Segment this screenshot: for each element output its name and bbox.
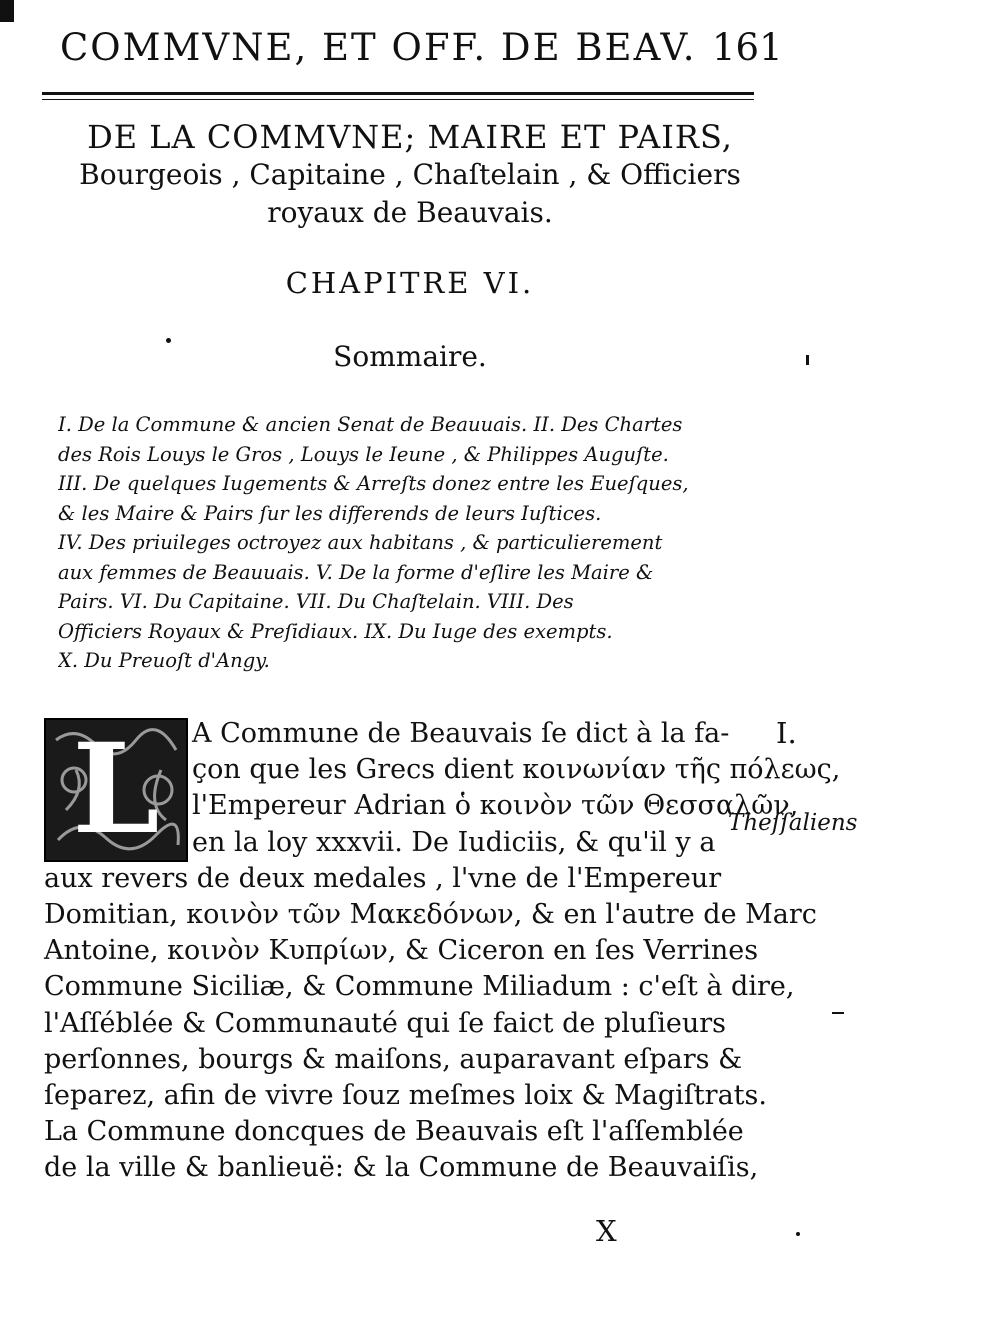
ink-speck xyxy=(832,1012,844,1014)
margin-numeral: I. xyxy=(776,716,797,750)
body-line: aux revers de deux medales , l'vne de l'Empereur xyxy=(44,862,722,894)
ink-speck xyxy=(806,355,809,365)
summary-line: X. Du Preuoſt d'Angy. xyxy=(58,649,270,672)
chapter-number: CHAPITRE VI. xyxy=(285,266,535,300)
body-line: ſeparez, afin de vivre ſouz meſmes loix & Magiſtrats. xyxy=(44,1080,767,1112)
chapter-heading-line-1: DE LA COMMVNE; MAIRE ET PAIRS, xyxy=(87,118,733,156)
sommaire-title: Sommaire. xyxy=(333,340,487,373)
body-line: perſonnes, bourgs & maiſons, auparavant eſpars & xyxy=(44,1043,743,1075)
body-line: l'Aſſéblée & Communauté qui ſe faict de pluſieurs xyxy=(44,1007,727,1039)
page-number: 161 xyxy=(712,26,783,69)
body-line: Domitian, κοινὸν τῶν Μακεδόνων, & en l'autre de Marc xyxy=(44,899,817,931)
summary-line: Pairs. VI. Du Capitaine. VII. Du Chaſtelain. VIII. Des xyxy=(58,590,574,613)
header-rule xyxy=(42,92,754,95)
body-line: Commune Siciliæ, & Commune Miliadum : c'eſt à dire, xyxy=(44,971,795,1003)
body-line: Antoine, κοινὸν Κυπρίων, & Ciceron en ſes Verrines xyxy=(44,935,759,967)
summary-line: des Rois Louys le Gros , Louys le Ieune , & Philippes Auguſte. xyxy=(58,442,669,466)
body-line: en la loy xxxvii. De Iudiciis, & qu'il y a xyxy=(192,826,716,858)
summary-line: aux femmes de Beauuais. V. De la forme d'eſlire les Maire & xyxy=(58,560,654,584)
chapter-heading-line-2: Bourgeois , Capitaine , Chaſtelain , & Officiers xyxy=(79,158,741,191)
summary-line: & les Maire & Pairs ſur les differends de leurs Iuſtices. xyxy=(58,501,602,525)
chapter-heading-line-3: royaux de Beauvais. xyxy=(267,196,553,229)
ink-speck xyxy=(796,1232,800,1236)
body-line: de la ville & banlieuë: & la Commune de Beauvaiſis, xyxy=(44,1152,759,1184)
summary-line: IV. Des priuileges octroyez aux habitans , & particulierement xyxy=(58,531,663,554)
body-line: A Commune de Beauvais ſe dict à la fa- xyxy=(192,718,730,749)
scan-edge-mark xyxy=(0,0,14,22)
handwritten-annotation: Theſſaliens xyxy=(728,810,858,836)
catchword: X xyxy=(596,1214,617,1248)
summary-line: I. De la Commune & ancien Senat de Beauuais. II. Des Chartes xyxy=(58,413,683,436)
summary-line: Officiers Royaux & Preſidiaux. IX. Du Iuge des exempts. xyxy=(58,619,613,643)
summary-line: III. De quelques Iugements & Arreſts donez entre les Eueſques, xyxy=(58,472,689,495)
header-rule-thin xyxy=(42,99,754,100)
body-line: La Commune doncques de Beauvais eſt l'aſſemblée xyxy=(44,1116,744,1148)
body-line: çon que les Grecs dient κοινωνίαν τῆς πόλεως, xyxy=(192,754,841,786)
summary-block xyxy=(58,410,734,676)
ink-speck xyxy=(166,338,171,343)
body-line: l'Empereur Adrian ὁ κοινὸν τῶν Θεσσαλῶν, xyxy=(192,790,799,822)
drop-cap-letter: L xyxy=(72,717,160,862)
running-title: COMMVNE, ET OFF. DE BEAV. xyxy=(60,26,697,69)
